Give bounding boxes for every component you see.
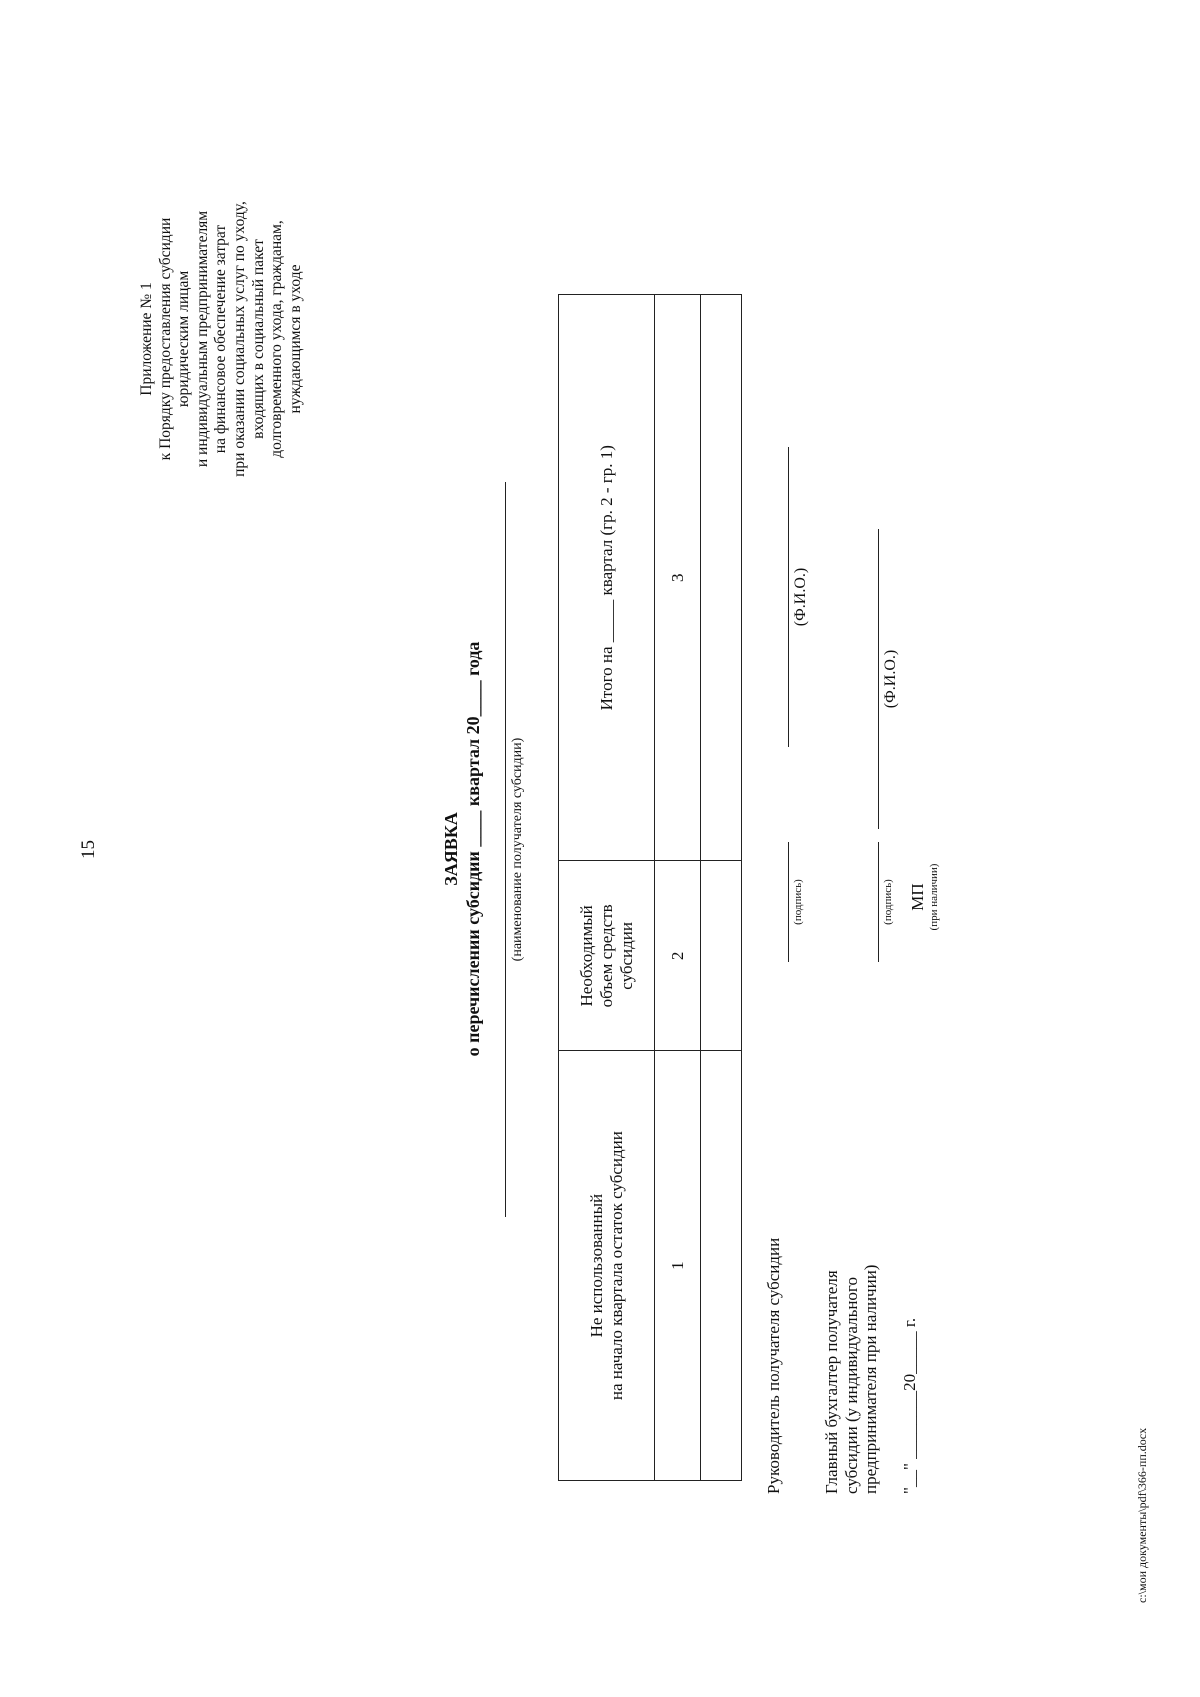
accountant-signature-line xyxy=(878,842,879,962)
accountant-signature-label xyxy=(822,1265,881,1494)
subsidy-table xyxy=(558,294,742,1481)
header-cell-required-amount: Необходимый объем средств субсидии xyxy=(559,861,655,1051)
column-number-cell: 2 xyxy=(655,861,701,1051)
appendix-line: к Порядку предоставления субсидии xyxy=(156,217,174,461)
head-signature-label: Руководитель получателя субсидии xyxy=(764,1237,783,1494)
appendix-line: юридическим лицам xyxy=(175,270,193,408)
table-cell-empty xyxy=(701,295,742,861)
appendix-line: и индивидуальным предпринимателям xyxy=(193,210,211,468)
title-line-1: ЗАЯВКА xyxy=(441,812,461,886)
title-line-2: о перечислении субсидии ____ квартал 20____ года xyxy=(463,641,483,1057)
appendix-line: на финансовое обеспечение затрат xyxy=(212,224,230,454)
document-title xyxy=(440,549,484,1149)
appendix-line: при оказании социальных услуг по уходу, xyxy=(230,201,248,477)
appendix-line: долговременного ухода, гражданам, xyxy=(268,220,286,458)
recipient-caption: (наименование получателя субсидии) xyxy=(510,737,525,962)
table-cell-empty xyxy=(701,1051,742,1481)
stamp-caption: (при наличии) xyxy=(928,863,940,931)
footer-file-path: c:\мои документы\pdf\366-пп.docx xyxy=(1135,1427,1149,1603)
accountant-fio-line xyxy=(878,529,879,829)
header-cell-total: Итого на _____ квартал (гр. 2 - гр. 1) xyxy=(559,295,655,861)
column-number-cell: 3 xyxy=(655,295,701,861)
table-number-row xyxy=(655,295,701,1481)
accountant-label-line: предпринимателя при наличии) xyxy=(861,1264,880,1494)
accountant-label-line: субсидии (у индивидуального xyxy=(841,1277,861,1494)
page-number: 15 xyxy=(78,840,99,859)
recipient-name-line xyxy=(505,482,506,1217)
header-cell-unused-balance: Не использованный на начало квартала остаток субсидии xyxy=(559,1051,655,1481)
appendix-line: нуждающимся в уходе xyxy=(286,264,304,414)
head-signature-line xyxy=(788,842,789,962)
accountant-signature-caption: (подпись) xyxy=(882,879,894,925)
head-fio-line xyxy=(788,447,789,747)
head-fio-caption: (Ф.И.О.) xyxy=(792,567,809,627)
table-header-row xyxy=(559,295,655,1481)
appendix-line: входящих в социальный пакет xyxy=(249,239,267,439)
head-signature-caption: (подпись) xyxy=(792,879,804,925)
column-number-cell: 1 xyxy=(655,1051,701,1481)
table-cell-empty xyxy=(701,861,742,1051)
date-line: "__" ________20_____ г. xyxy=(900,1317,919,1494)
stamp-label: МП xyxy=(908,883,927,911)
table-data-row xyxy=(701,295,742,1481)
accountant-label-line: Главный бухгалтер получателя xyxy=(822,1270,841,1494)
appendix-note xyxy=(138,59,305,619)
appendix-line: Приложение № 1 xyxy=(138,282,155,396)
accountant-fio-caption: (Ф.И.О.) xyxy=(882,649,899,709)
